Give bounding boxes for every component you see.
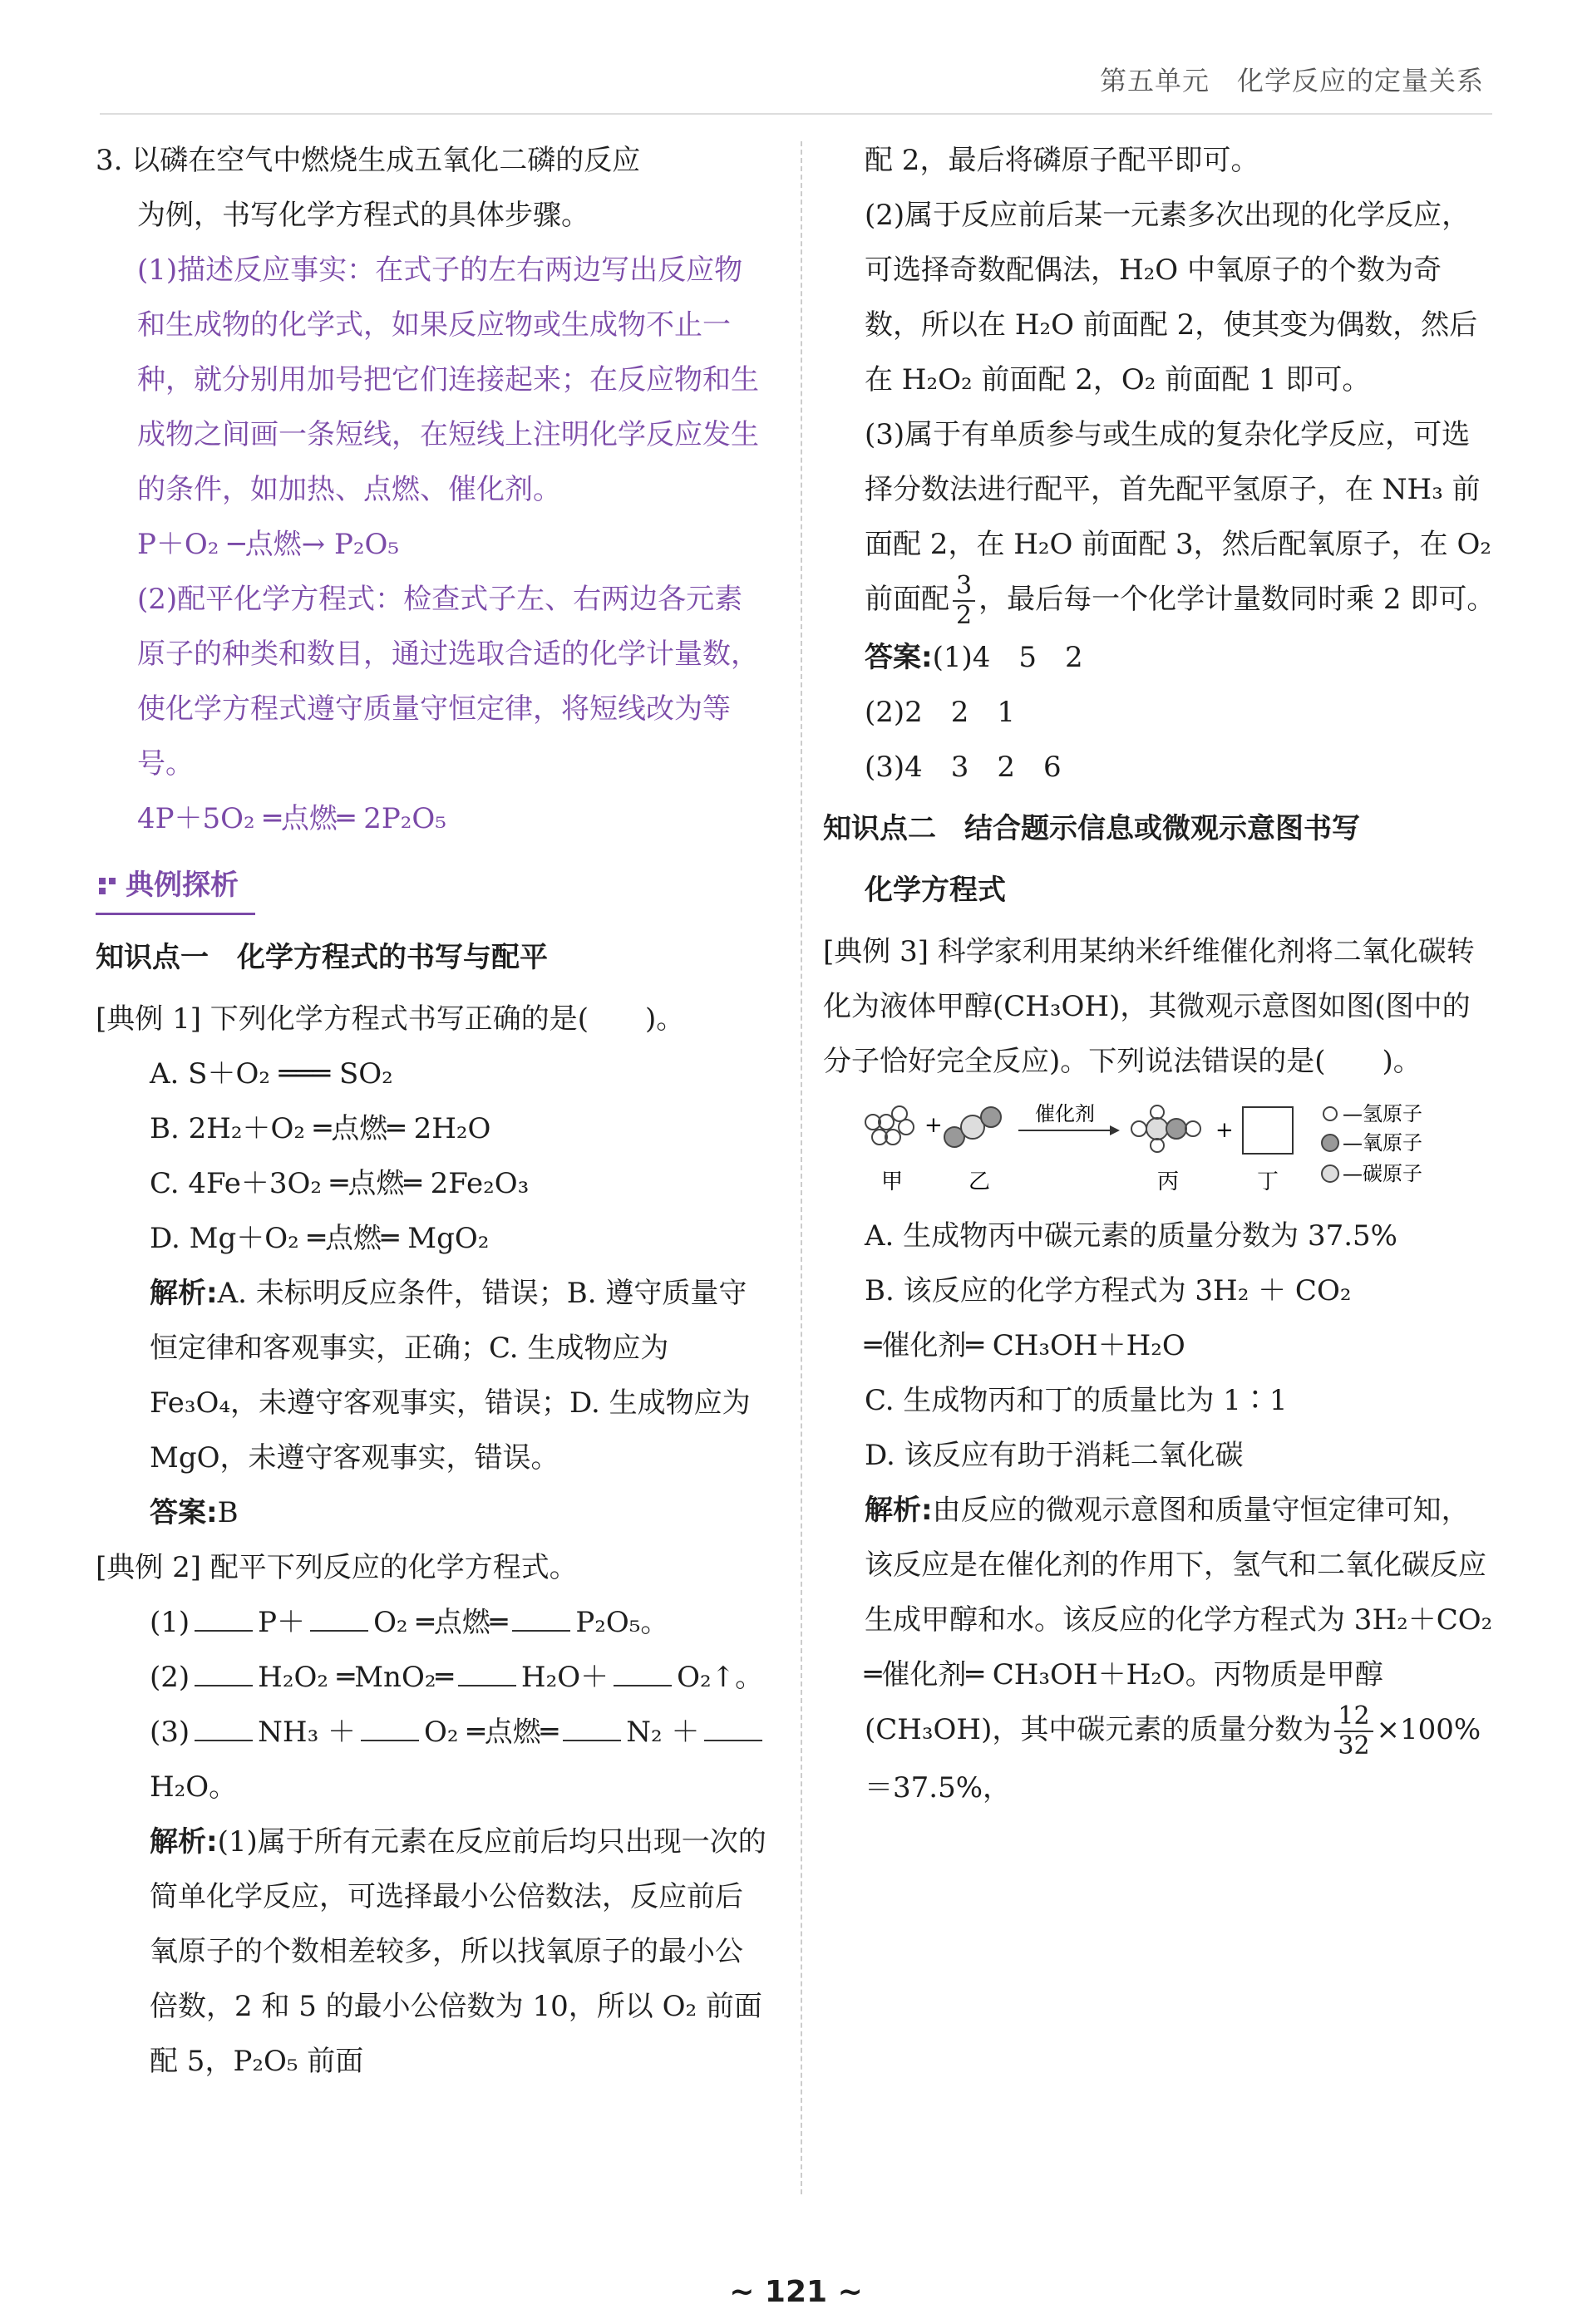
legend-oxygen-icon: [1322, 1135, 1338, 1151]
analysis-text: 由反应的微观示意图和质量守恒定律可知，该反应是在催化剂的作用下，氢气和二氧化碳反应生成甲醇和水。该反应的化学方程式为 3H₂＋CO₂ ═催化剂═ CH₃OH＋H₂O。丙物质是甲醇(CH₃OH)，其中碳元素的质量分数为: [865, 1494, 1493, 1746]
example3-option-b-cont: ═催化剂═ CH₃OH＋H₂O: [865, 1329, 1185, 1362]
example3-option-b: B. 该反应的化学方程式为 3H₂ ＋ CO₂: [865, 1274, 1352, 1307]
formula-part: NH₃ ＋: [258, 1716, 357, 1749]
column-divider: [801, 141, 802, 2194]
label-yi: 乙: [969, 1169, 991, 1194]
left-column: [96, 133, 769, 2089]
analysis-cont-1: 配 2，最后将磷原子配平即可。: [865, 144, 1259, 177]
example2-analysis: [96, 1814, 769, 2089]
answer-blank[interactable]: [361, 1740, 419, 1741]
answer-line: (1)4 5 2: [932, 641, 1083, 674]
legend-hydrogen: —氢原子: [1343, 1102, 1422, 1125]
example3-option-a: A. 生成物丙中碳元素的质量分数为 37.5%: [865, 1219, 1397, 1253]
answer-blank[interactable]: [704, 1740, 762, 1741]
legend-oxygen: —氧原子: [1343, 1131, 1422, 1155]
knowledge-point-1: 知识点一 化学方程式的书写与配平: [96, 941, 548, 974]
item-number: (2): [150, 1661, 190, 1694]
analysis-label: 解析:: [150, 1825, 218, 1859]
example2-answer: [823, 630, 1496, 685]
analysis-cont-3: [823, 407, 1496, 630]
right-column: [823, 133, 1496, 1815]
answer-blank[interactable]: [512, 1630, 570, 1632]
knowledge-point-2-cont: 化学方程式: [865, 874, 1006, 907]
knowledge-point-2: 知识点二 结合题示信息或微观示意图书写: [823, 812, 1360, 845]
formula-part: H₂O＋: [520, 1661, 609, 1694]
header-rule: [100, 113, 1492, 115]
answer-value: B: [217, 1496, 239, 1529]
reaction-svg: [856, 1097, 1505, 1205]
item3-line2: 为例，书写化学方程式的具体步骤。: [137, 199, 589, 232]
answer-blank[interactable]: [195, 1630, 253, 1632]
fraction-numerator: 12: [1334, 1702, 1373, 1732]
fraction-three-halves: [953, 572, 975, 630]
example2-question: [典例 2] 配平下列反应的化学方程式。: [96, 1551, 578, 1584]
answer-blank[interactable]: [310, 1630, 368, 1632]
catalyst-label: 催化剂: [1035, 1102, 1095, 1125]
equation-unbalanced: P＋O₂ ─点燃→ P₂O₅: [137, 528, 399, 561]
item-number: (3): [150, 1716, 190, 1749]
formula-part: O₂ ═点燃═: [373, 1606, 508, 1639]
example2-answer-2: (2)2 2 1: [865, 696, 1016, 729]
molecule-jia: [865, 1106, 914, 1145]
analysis-label: 解析:: [865, 1494, 933, 1527]
answer-label: 答案:: [150, 1496, 218, 1529]
arrow-head: [1110, 1125, 1120, 1135]
analysis-text: (1)属于所有元素在反应前后均只出现一次的简单化学反应，可选择最小公倍数法，反应前后氧原子的个数相差较多，所以找氧原子的最小公倍数，2 和 5 的最小公倍数为 10，所以 O₂ 前面配 5，P₂O₅ 前面: [150, 1825, 766, 2078]
label-ding: 丁: [1257, 1169, 1279, 1194]
item-number: (1): [150, 1606, 190, 1639]
fraction-denominator: 32: [1338, 1731, 1370, 1760]
example1-option-a: A. S＋O₂ ═══ SO₂: [150, 1057, 393, 1091]
formula-part: N₂ ＋: [626, 1716, 700, 1749]
micro-reaction-diagram: [856, 1097, 1496, 1205]
plus-sign: +: [1215, 1118, 1234, 1143]
example1-option-c: C. 4Fe＋3O₂ ═点燃═ 2Fe₂O₃: [150, 1167, 530, 1200]
example1-analysis: [96, 1266, 769, 1485]
formula-part: H₂O₂ ═MnO₂═: [258, 1661, 453, 1694]
example3-option-c: C. 生成物丙和丁的质量比为 1∶1: [865, 1384, 1288, 1417]
example1-answer: [96, 1485, 769, 1540]
label-jia: 甲: [881, 1169, 904, 1194]
example3-option-d: D. 该反应有助于消耗二氧化碳: [865, 1439, 1244, 1472]
fraction-12-32: [1334, 1702, 1373, 1760]
example2-item3: [96, 1705, 769, 1814]
fraction-denominator: 2: [956, 601, 973, 630]
plus-sign: +: [924, 1113, 943, 1138]
legend-carbon-icon: [1322, 1165, 1338, 1182]
example1-question: [典例 1] 下列化学方程式书写正确的是( )。: [96, 1002, 685, 1036]
answer-blank[interactable]: [195, 1685, 253, 1686]
answer-blank[interactable]: [614, 1685, 672, 1686]
answer-label: 答案:: [865, 641, 933, 674]
formula-part: O₂↑。: [677, 1661, 764, 1694]
running-header: 第五单元 化学反应的定量关系: [1099, 65, 1484, 96]
analysis-cont-2: (2)属于反应前后某一元素多次出现的化学反应，可选择奇数配偶法，H₂O 中氧原子的个数为奇数，所以在 H₂O 前面配 2，使其变为偶数，然后在 H₂O₂ 前面配 2，O₂ 前面配 1 即可。: [865, 199, 1478, 396]
analysis-text: ×100%＝37.5%，: [865, 1713, 1481, 1805]
answer-blank[interactable]: [563, 1740, 621, 1741]
analysis-text: (3)属于有单质参与或生成的复杂化学反应，可选择分数法进行配平，首先配平氢原子，在 NH₃ 前面配 2，在 H₂O 前面配 3，然后配氧原子，在 O₂ 前面配: [865, 418, 1491, 616]
answer-blank[interactable]: [195, 1740, 253, 1741]
step2-text: (2)配平化学方程式：检查式子左、右两边各元素原子的种类和数目，通过选取合适的化学计量数，使化学方程式遵守质量守恒定律，将短线改为等号。: [137, 583, 759, 780]
example3-question: [典例 3] 科学家利用某纳米纤维催化剂将二氧化碳转化为液体甲醇(CH₃OH)，其微观示意图如图(图中的分子恰好完全反应)。下列说法错误的是( )。: [823, 935, 1475, 1078]
formula-part: H₂O。: [150, 1770, 238, 1804]
answer-blank[interactable]: [458, 1685, 516, 1686]
page-number: ~ 121 ~: [729, 2275, 863, 2309]
molecule-yi: [944, 1107, 1001, 1147]
label-bing: 丙: [1157, 1169, 1180, 1194]
legend-carbon: —碳原子: [1343, 1162, 1422, 1185]
step1-text: (1)描述反应事实：在式子的左右两边写出反应物和生成物的化学式，如果反应物或生成物不止一种，就分别用加号把它们连接起来；在反应物和生成物之间画一条短线，在短线上注明化学反应发生的条件，如加热、点燃、催化剂。: [137, 254, 759, 506]
analysis-label: 解析:: [150, 1277, 218, 1310]
empty-box-ding: [1243, 1107, 1293, 1154]
example2-answer-3: (3)4 3 2 6: [865, 751, 1062, 784]
section-title: 典例探析: [96, 858, 255, 915]
legend-hydrogen-icon: [1323, 1107, 1337, 1120]
example1-option-d: D. Mg＋O₂ ═点燃═ MgO₂: [150, 1222, 490, 1255]
example3-analysis: [823, 1483, 1496, 1815]
formula-part: P₂O₅。: [575, 1606, 669, 1639]
item3-line1: 3. 以磷在空气中燃烧生成五氧化二磷的反应: [96, 144, 641, 177]
equation-balanced: 4P＋5O₂ ═点燃═ 2P₂O₅: [137, 802, 446, 835]
formula-part: O₂ ═点燃═: [424, 1716, 559, 1749]
example1-option-b: B. 2H₂＋O₂ ═点燃═ 2H₂O: [150, 1112, 491, 1145]
example2-item1: [96, 1595, 769, 1650]
formula-part: P＋: [258, 1606, 306, 1639]
analysis-text: ，最后每一个化学计量数同时乘 2 即可。: [978, 583, 1496, 616]
example2-item2: [96, 1650, 769, 1705]
molecule-bing: [1131, 1105, 1200, 1152]
analysis-text: A. 未标明反应条件，错误；B. 遵守质量守恒定律和客观事实，正确；C. 生成物应为 Fe₃O₄，未遵守客观事实，错误；D. 生成物应为 MgO，未遵守客观事实，错误。: [150, 1277, 751, 1475]
fraction-numerator: 3: [953, 572, 975, 602]
